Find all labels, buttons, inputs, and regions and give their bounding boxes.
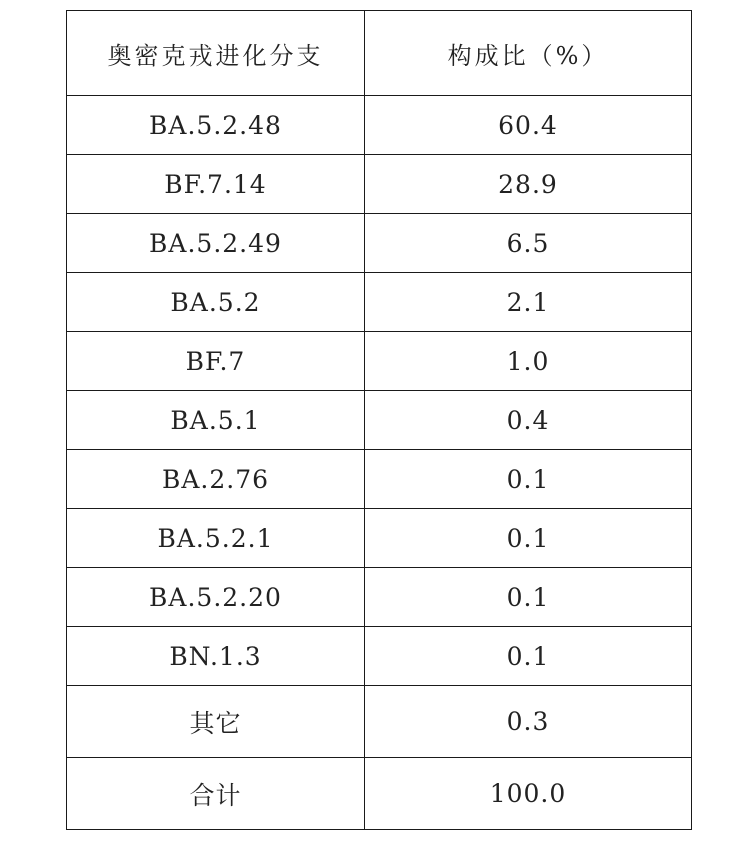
branch-cell: BF.7 xyxy=(67,332,365,391)
branch-cell: BN.1.3 xyxy=(67,627,365,686)
proportion-cell: 1.0 xyxy=(365,332,692,391)
table-row xyxy=(67,214,692,273)
table-header-row xyxy=(67,11,692,96)
branch-cell: BA.5.2 xyxy=(67,273,365,332)
table-row-total xyxy=(67,758,692,830)
header-branch: 奥密克戎进化分支 xyxy=(67,11,365,96)
table-row xyxy=(67,450,692,509)
variant-composition-table xyxy=(66,10,692,830)
table-row xyxy=(67,96,692,155)
proportion-cell: 0.1 xyxy=(365,568,692,627)
proportion-cell: 0.4 xyxy=(365,391,692,450)
branch-cell: BA.5.2.49 xyxy=(67,214,365,273)
proportion-cell-other: 0.3 xyxy=(365,686,692,758)
proportion-cell: 2.1 xyxy=(365,273,692,332)
branch-cell-total: 合计 xyxy=(67,758,365,830)
table-row xyxy=(67,273,692,332)
branch-cell: BA.5.2.1 xyxy=(67,509,365,568)
table-row-other xyxy=(67,686,692,758)
branch-cell: BF.7.14 xyxy=(67,155,365,214)
header-proportion: 构成比（%） xyxy=(365,11,692,96)
table-row xyxy=(67,332,692,391)
proportion-cell: 6.5 xyxy=(365,214,692,273)
branch-cell: BA.5.2.48 xyxy=(67,96,365,155)
proportion-cell: 28.9 xyxy=(365,155,692,214)
proportion-cell: 0.1 xyxy=(365,509,692,568)
branch-cell-other: 其它 xyxy=(67,686,365,758)
branch-cell: BA.5.2.20 xyxy=(67,568,365,627)
branch-cell: BA.2.76 xyxy=(67,450,365,509)
table-row xyxy=(67,155,692,214)
proportion-cell-total: 100.0 xyxy=(365,758,692,830)
table-row xyxy=(67,627,692,686)
table-row xyxy=(67,509,692,568)
proportion-cell: 0.1 xyxy=(365,627,692,686)
branch-cell: BA.5.1 xyxy=(67,391,365,450)
variant-table-container xyxy=(66,10,691,830)
proportion-cell: 60.4 xyxy=(365,96,692,155)
table-row xyxy=(67,568,692,627)
proportion-cell: 0.1 xyxy=(365,450,692,509)
table-row xyxy=(67,391,692,450)
